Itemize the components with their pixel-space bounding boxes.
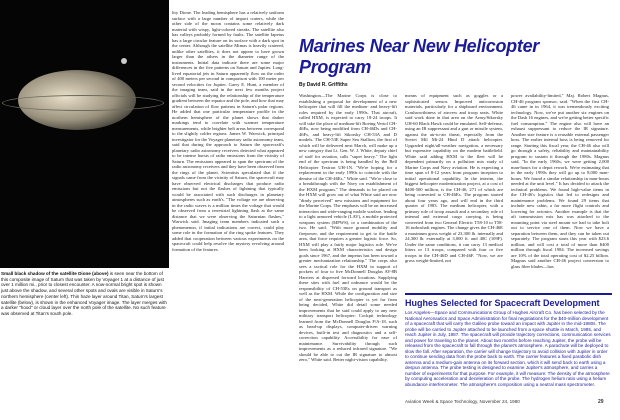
page-number: 29 bbox=[598, 399, 604, 405]
caption-bold: Small black shadow of the satellite Dione (above) bbox=[1, 271, 109, 276]
publication-footer: Aviation Week & Space Technology, November 24, 1980 bbox=[405, 399, 520, 404]
photo-caption bbox=[1, 271, 168, 317]
caption-text: is seen near the bottom of this composite image of Saturn that was taken by Voyager 1 at a distance of just over 1 million mi., prior to closest encounter. A now-normal bright spot is shown just above the shadow, and several other spots and ovals are visible in Saturn's northern hemisphere (center left). Thin haze layer around Titan, Saturn's largest satellite (below), is shown in the enhanced Voyager image. The layer merges with a darker "hood" or cloud layer over the north pole of the satellite. No such feature was observed at Titan's south pole. bbox=[1, 271, 167, 316]
saturn-article-column bbox=[172, 10, 284, 252]
hughes-sidebar bbox=[405, 293, 612, 391]
saturn-photo bbox=[0, 0, 169, 268]
column-2-text: Washington—The Marine Corps is close to establishing a proposal for development of a new helicopter that will fill the medium- and heavy-lift roles required by the early 1990s. That aircraft, called HXM, is expected to carry 18-24 troops. It will take the place of medium-lift Boeing Vertol CH-46Es, now being modified from CH-46Ds and CH-46Fs, and heavy-lift Sikorsky CH-53A and D models. The CH-53E Super Sea Stallion, the first of which will be delivered next March, will make up a new category that Lt. Gen. W. J. White, deputy chief of staff for aviation, calls "super heavy." The light end of the spectrum is being handled by the Bell Helicopter Textron UH-1N. "We're hoping for a replacement in the early 1990s to coincide with the demise of the CH-46Es," White said. "We're close to a breakthrough with the Navy on establishment of the HXM program." The demands to be placed on the HXM will grow out of what White said are now "dimly perceived" new missions and equipment for the Marine Corps. The emphasis will be on increased interaction and wide-ranging mobile warfare, leading to a light armored vehicle (LAV), a mobile protected weapons system (MPWS), or a combination of the two. He said, "With more ground mobility and firepower, and the requirement to get to the battle area, that force requires a greater logistic force. So, HXM will play a fairly major logistics role. We've been looking at HXM characteristics and design goals since 1967, and the impetus has been toward a greater mechanization relationship." The corps also sees a tactical role for the HXM in support of pockets of four to five McDonnell Douglas AV-8B Harriers at dispersed forward locations. Supplying these sites with fuel and ordnance would be the responsibility of CH-53Es on ground transport as well as the HXM. While the configuration and size of the next-generation helicopter is yet far from being decided, White did detail some needed improvements that he said could apply to any new military transport helicopter: Cockpit technology learned from the McDonnell Douglas F/A-18, such as head-up displays, computer-driven warning devices, built-in test and diagnostics and a self-correction capability. Accessibility for ease of maintenance. Survivability through such improvements as a reduced infrared signature. "We should be able to cut the IR signature to almost zero," White said. Better night-vision capability. bbox=[299, 93, 397, 362]
article-column-3 bbox=[405, 93, 503, 264]
article-column-4 bbox=[511, 93, 609, 269]
dione-shadow-image bbox=[121, 58, 127, 64]
column-3-text: means of equipment such as goggles or a sophisticated sensor. Improved anticorrosion materials, particularly for a shipboard environment. Crashworthiness of aircrew and troop seats. White said work done in that area on the Army/Sikorsky UH-60 Black Hawk could be emulated. Self-defense, using an IR suppressant and a gun or missile system, against the air-to-air threat, especially from the Soviet Mil Mi-24 Hind D attack helicopter. Upgraded night/all-weather navigation, a necessary but expensive capability on the modern battlefield. White said adding HXM to the fleet will be dependent primarily on a pollution mix study of Marine Corps and Navy aviation. He is expecting a time span of 8-12 years from program inception to initial operational capability. In the interim, the biggest helicopter modernization project, at a cost of $400-500 million, is the CH-46, 271 of which are being converted to CH-46Es. The program started about four years ago, and will end in the third quarter of 1983. The medium helicopter, with a primary role of troop assault and a secondary role of internal and external cargo carrying, is being converted from two General Electric T58-10 to T58-16 turboshaft engines. The change gives the CH-46E a maximum gross weight of 23,300 lb. internally and 24,300 lb. externally at 3,000 ft. and 40C (109F). Under the same conditions, it can carry 13 medical litters or 13 troops, compared with four or five troops in the CH-46D and CH-46F. "Now, we are gross weight-limited, not bbox=[405, 93, 503, 263]
article-column-2 bbox=[299, 93, 397, 363]
column-4-text: power availability-limited," Maj. Robert Magnus, CH-46 program sponsor, said. "When the first CH-46 came in in 1964, it was tremendously exciting technology. Now, we've put another six engines on the Dash 16 engines, and we're getting better specific fuel consumption." The engine also will have an exhaust suppressant to reduce the IR signature. Another size feature is a reusable external passenger boss. The earlier internal boss is being removed for range. Starting this fiscal year, the CH-46 also will go through a safety, reliability and maintainability program to sustain it through the 1980s. Magnus said, "In the early 1960s, we were getting 2,000 man-hours for a depot rework. We're estimating that in the early 1990s they will go up to 8,000 man-hours. We found a similar relationship in man-hours needed at the unit level." It has decided to attack the technical problems. We found high-value items in the CH-46's logistics that led to redesigns and maintenance problems. We found 29 items that include new cabin, a far more flight controls and lowering for avionics. Another example is that the aft transmission mix has was attached to the mounting point via steel mount we had to take bolt out to service one of them. Now we have a separation between them, and they can be taken out separately. The program starts this year with $23.6 million, and will cost a total of more than $400 million through fiscal 1984. The increased savings are 10% of the total operating cost of $2.25 billion. Magnus said another CH-46 project conversion to glass fiber blades—has bbox=[511, 93, 609, 269]
article-byline: By David R. Griffiths bbox=[299, 82, 348, 88]
column-1-text: lity Dione. The leading hemisphere has a relatively uniform surface with a large number of impact craters, while the other side of the moon contains some relatively dark material with wispy, light-colored streaks. The satellite also has valleys probably formed by faults. The satellite Iapetus has a large circular feature on its surface with a dark spot in the center. Although the satellite Mimas is heavily cratered, unlike other satellites, it does not appear to have grown larger than the others in the diameter range of the instruments. Initial data indicate there are some major differences in the five patterns on Saturn and Jupiter. Long-lived equatorial jets in Saturn apparently flow on the order of 400 meters per second in comparison with 100 meter per second velocities for Jupiter. Garry E. Hunt, a member of the imaging team, said in the next few months project officials will be studying the relationship of the temperature gradient between the equator and the pole, and how that may affect circulation of flow patterns in Saturn's polar regions. He added that one particular temperature profile in the northern hemisphere of the planet shows that darker markings tend to correlate with warmer temperature measurements, while brighter belt areas between correspond to the slightly colder regions. James W. Warwick, principal investigator for the Voyager planetary radio astronomy team, said that during the approach to Saturn the spacecraft's planetary radio astronomy receivers detected what appeared to be intense bursts of radio emissions from the vicinity of Saturn. The emissions appeared to span the spectrum of the radio astronomy receivers and they have been observed from the rings of the planet. Scientists speculated that if the signals came from the vicinity of Saturn, the spacecraft may have observed electrical discharges that produce radio emissions but not the flashes of lightning that typically would be associated with such discharges in planetary atmospheres such as earth's. "The voltage we are observing in the radio waves is a million times the voltage that would be observed from a terrestrial lightning flash at the same distance that we were observing the Saturnian flashes," Warwick said. Imaging team members indicated such a phenomenon, if initial indications are correct, could play some role in the formation of the ring spoke features. They added that cooperation between various experiments on the spacecraft could help resolve the mystery revolving around formation of the features. bbox=[172, 10, 284, 252]
sidebar-body: Los Angeles—Space and Communications Group of Hughes Aircraft Co. has been selected by the National Aeronautics and Space Administration for final negotiations for the $40-million development of a spacecraft that will carry the Galileo probe toward an impact with Jupiter in the mid-1980s. The probe will be carried to Jupiter attached to be launched from a space shuttle in March, 1985, and reach Jupiter in July, 1987. The spacecraft will provide trajectory corrections, communication services and power for traveling to the planet. About two months before reaching Jupiter, the probe will be released from the spacecraft to fall through the planet's atmosphere. A parachute will be deployed to slow the fall. After separation, the carrier will change trajectory to avoid collision with Jupiter in order to continue sending data from the probe back to earth. The carrier features a fixed parabolic dish antenna and a medium-gain antenna on its forward section, which it will send back to earth using a despun antenna. The probe testing is designed to examine Jupiter's atmosphere, and carries a number of experiments for that purpose. For example, it will measure: The density of the atmosphere by computing acceleration and deceleration of the probe. The hydrogen helium ratio using a helium abundance interferometer. The atmosphere's composition using a neutral mass spectrometer. bbox=[405, 310, 611, 387]
saturn-ring-image bbox=[2, 95, 164, 111]
sidebar-title: Hughes Selected for Spacecraft Development bbox=[405, 298, 600, 308]
article-headline: Marines Near New Helicopter Program bbox=[299, 36, 539, 77]
